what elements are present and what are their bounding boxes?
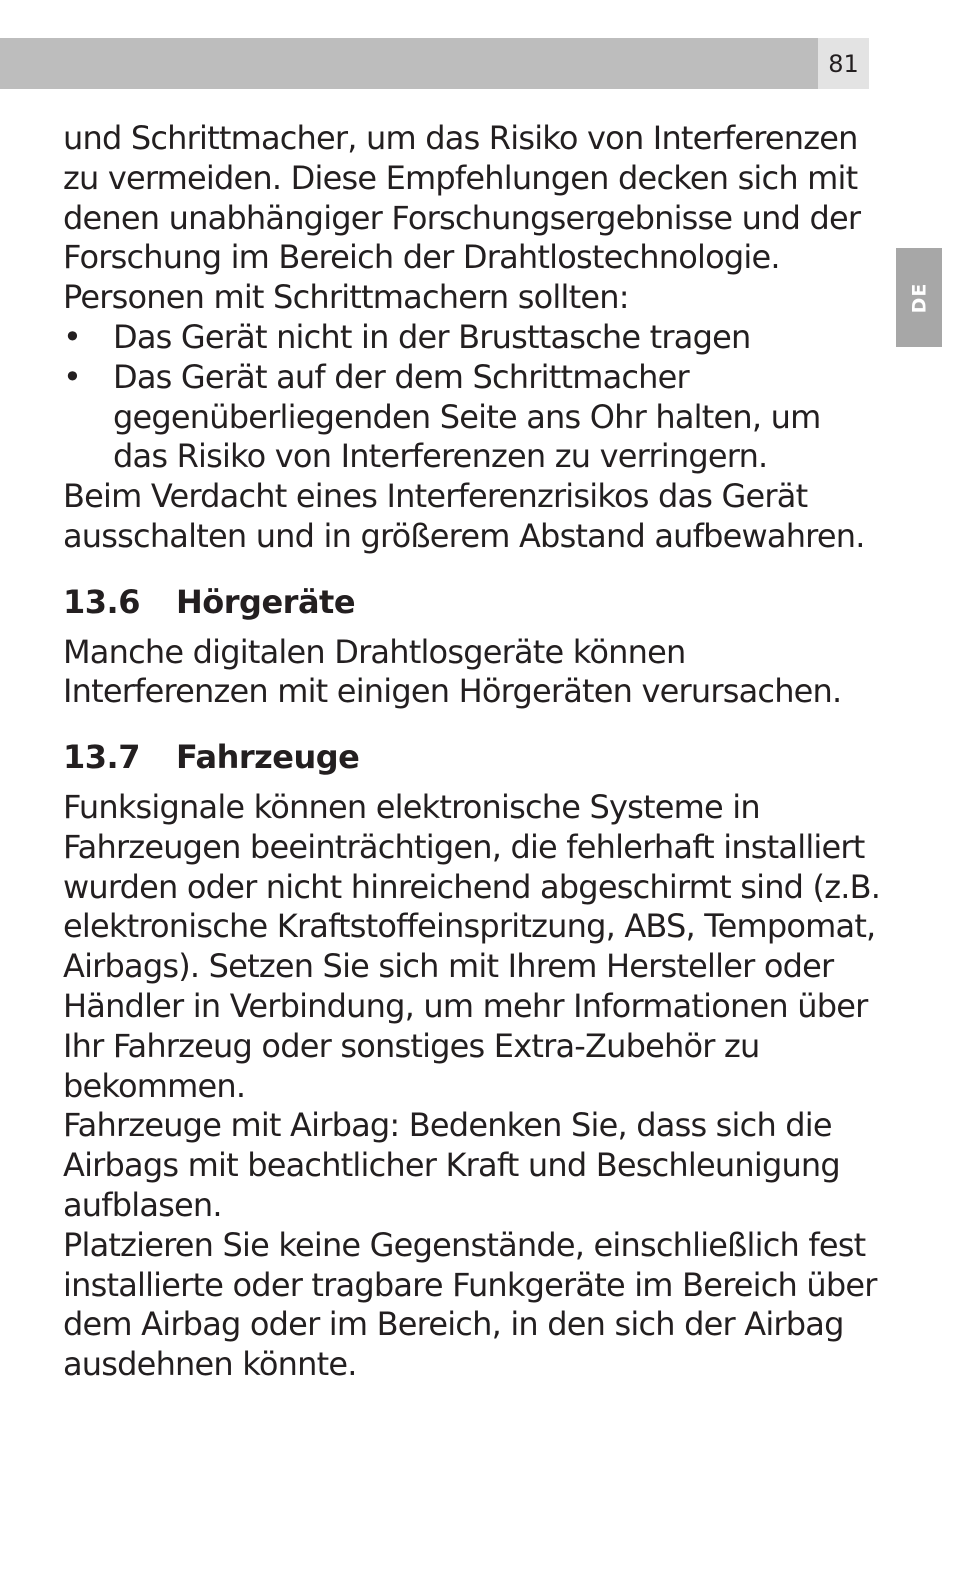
section-13-7-paragraph-1: Funksignale können elektronische Systeme in Fahrzeugen beeinträchtigen, die fehlerhaft installiert wurden oder nicht hinreichend abgeschirmt sind (z.B. elektronische Kraftstoffeinspritzung, ABS, Tempomat, Airbags). Setzen Sie sich mit Ihrem Hersteller oder Händler in Verbindung, um mehr Informationen über Ihr Fahrzeug oder sonstiges Extra-Zubehör zu bekommen. [63, 787, 881, 1105]
bullet-icon: • [63, 317, 82, 356]
section-13-6-body: Manche digitalen Drahtlosgeräte können Interferenzen mit einigen Hörgeräten verursachen. [63, 632, 842, 711]
page-number [818, 38, 869, 89]
bullet-item [63, 318, 881, 358]
bullet-text: Das Gerät auf der dem Schrittmacher gegenüberliegenden Seite ans Ohr halten, um das Risiko von Interferenzen zu verringern. [113, 357, 821, 476]
page-content [63, 119, 881, 1385]
page-number-text: 81 [828, 49, 859, 78]
bullet-icon: • [63, 357, 82, 396]
bullet-list [63, 318, 881, 477]
header-bar [0, 38, 818, 89]
section-number: 13.7 [63, 738, 140, 777]
section-heading-13-7 [63, 738, 881, 778]
section-title: Fahrzeuge [176, 738, 360, 777]
intro-closing: Beim Verdacht eines Interferenzrisikos das Gerät ausschalten und in größerem Abstand aufbewahren. [63, 477, 865, 555]
language-tab-label: DE [907, 282, 930, 313]
bullet-text: Das Gerät nicht in der Brusttasche tragen [113, 317, 751, 356]
intro-paragraph: und Schrittmacher, um das Risiko von Interferenzen zu vermeiden. Diese Empfehlungen decken sich mit denen unabhängiger Forschungsergebnisse und der Forschung im Bereich der Drahtlostechnologie. [63, 119, 861, 277]
section-13-7-paragraph-3: Platzieren Sie keine Gegenstände, einschließlich fest installierte oder tragbare Funkgeräte im Bereich über dem Airbag oder im Bereich, in den sich der Airbag ausdehnen könnte. [63, 1225, 877, 1384]
intro-lead: Personen mit Schrittmachern sollten: [63, 278, 629, 317]
section-heading-13-6 [63, 583, 881, 623]
language-tab [896, 248, 942, 347]
section-title: Hörgeräte [176, 582, 356, 621]
bullet-item [63, 358, 881, 477]
section-number: 13.6 [63, 582, 140, 621]
section-13-7-paragraph-2: Fahrzeuge mit Airbag: Bedenken Sie, dass sich die Airbags mit beachtlicher Kraft und Beschleunigung aufblasen. [63, 1106, 840, 1224]
